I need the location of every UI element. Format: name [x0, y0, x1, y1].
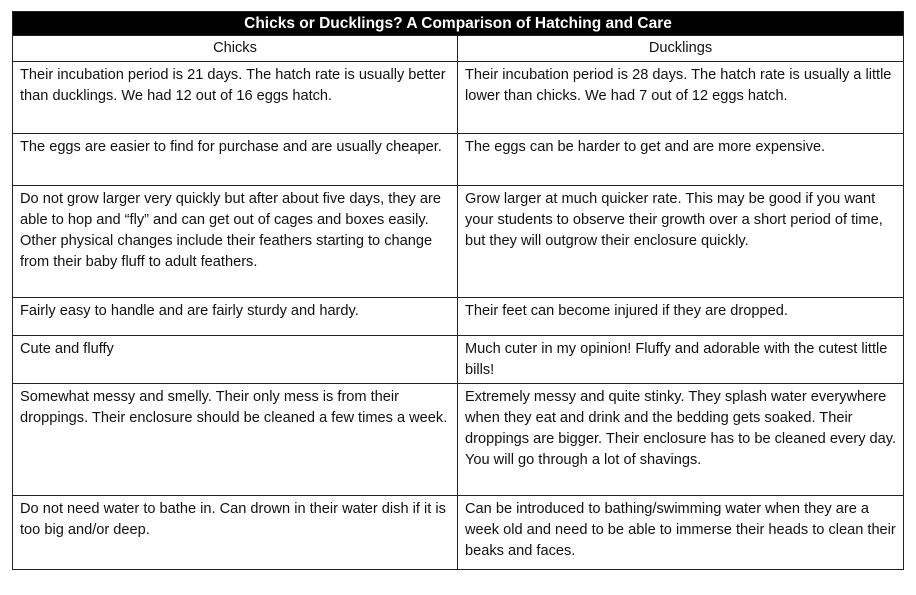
chicks-cell: Do not grow larger very quickly but after about five days, they are able to hop and “fly” and can get out of cages and boxes easily. Other physical changes include their feathers starting to change from their baby fluff to adult feathers.	[13, 186, 458, 298]
table-title: Chicks or Ducklings? A Comparison of Hatching and Care	[13, 12, 904, 36]
column-header-chicks: Chicks	[13, 36, 458, 62]
table-row	[13, 496, 904, 570]
header-row	[13, 36, 904, 62]
ducklings-cell: Can be introduced to bathing/swimming water when they are a week old and need to be able to immerse their heads to clean their beaks and faces.	[458, 496, 904, 570]
table-row	[13, 62, 904, 134]
ducklings-cell: Grow larger at much quicker rate. This may be good if you want your students to observe their growth over a short period of time, but they will outgrow their enclosure quickly.	[458, 186, 904, 298]
table-row	[13, 298, 904, 336]
ducklings-cell: Extremely messy and quite stinky. They splash water everywhere when they eat and drink and the bedding gets soaked. Their droppings are bigger. Their enclosure has to be cleaned every day. You will go through a lot of shavings.	[458, 384, 904, 496]
ducklings-cell: Much cuter in my opinion! Fluffy and adorable with the cutest little bills!	[458, 336, 904, 384]
ducklings-cell: Their feet can become injured if they are dropped.	[458, 298, 904, 336]
chicks-cell: Cute and fluffy	[13, 336, 458, 384]
table-row	[13, 186, 904, 298]
chicks-cell: Fairly easy to handle and are fairly sturdy and hardy.	[13, 298, 458, 336]
chicks-cell: The eggs are easier to find for purchase and are usually cheaper.	[13, 134, 458, 186]
chicks-cell: Their incubation period is 21 days. The hatch rate is usually better than ducklings. We had 12 out of 16 eggs hatch.	[13, 62, 458, 134]
comparison-table-container	[12, 11, 903, 570]
table-row	[13, 336, 904, 384]
table-row	[13, 384, 904, 496]
title-row	[13, 12, 904, 36]
chicks-cell: Somewhat messy and smelly. Their only mess is from their droppings. Their enclosure should be cleaned a few times a week.	[13, 384, 458, 496]
ducklings-cell: The eggs can be harder to get and are more expensive.	[458, 134, 904, 186]
ducklings-cell: Their incubation period is 28 days. The hatch rate is usually a little lower than chicks. We had 7 out of 12 eggs hatch.	[458, 62, 904, 134]
chicks-cell: Do not need water to bathe in. Can drown in their water dish if it is too big and/or deep.	[13, 496, 458, 570]
comparison-table	[12, 11, 904, 570]
table-row	[13, 134, 904, 186]
column-header-ducklings: Ducklings	[458, 36, 904, 62]
